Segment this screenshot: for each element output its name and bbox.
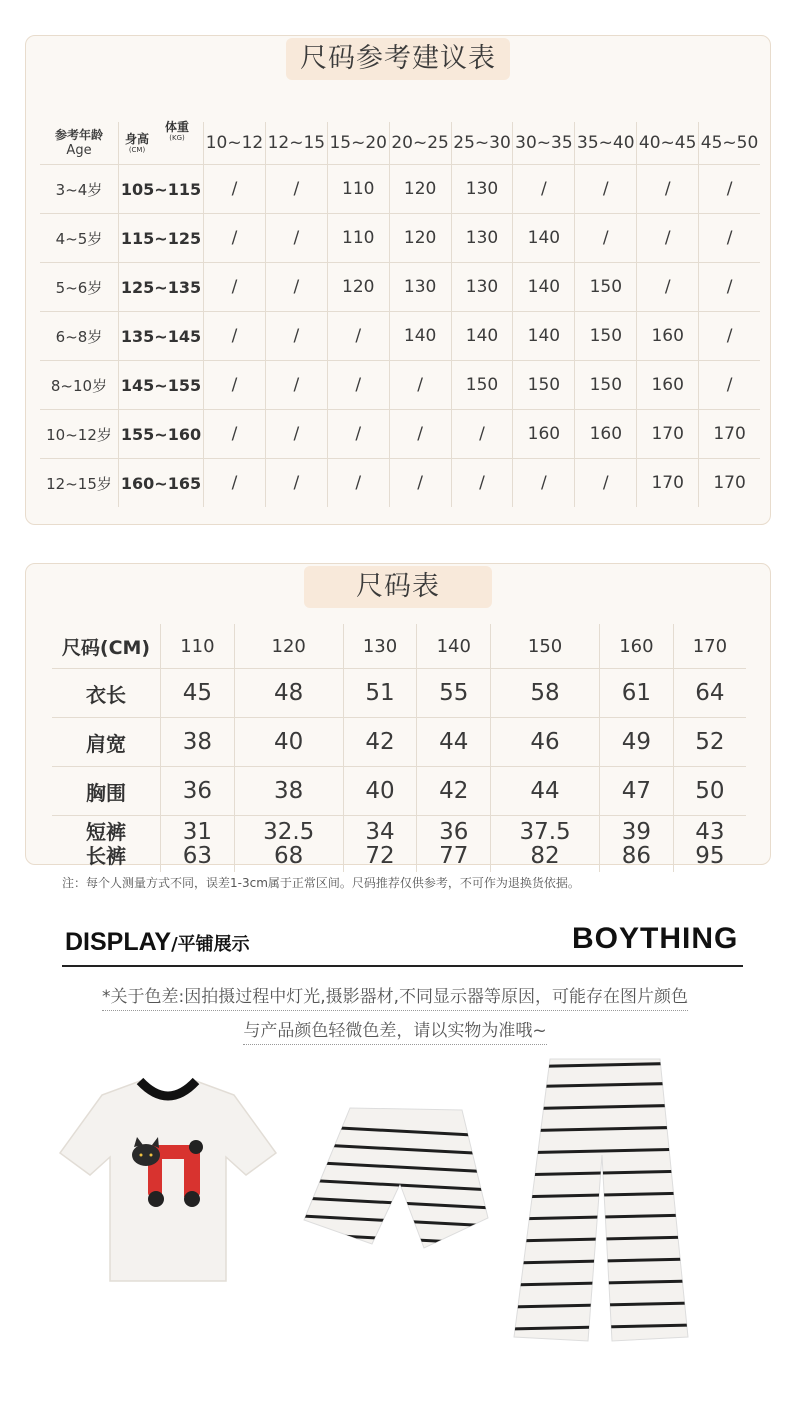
size-cell: 150 xyxy=(575,361,637,410)
size-cell: / xyxy=(204,214,266,263)
size-cell: / xyxy=(575,165,637,214)
weight-range-header: 45~50 xyxy=(699,122,760,165)
weight-range-header: 15~20 xyxy=(327,122,389,165)
size-cell: / xyxy=(265,410,327,459)
size-cell: / xyxy=(513,459,575,508)
size-cell: / xyxy=(699,361,760,410)
color-disclaimer-line1: *关于色差:因拍摄过程中灯光,摄影器材,不同显示器等原因，可能存在图片颜色 xyxy=(0,982,790,1007)
pants-cell xyxy=(673,816,746,873)
table-row xyxy=(52,669,746,718)
size-header: 140 xyxy=(417,624,491,669)
size-cell: 140 xyxy=(513,214,575,263)
measure-cell: 40 xyxy=(343,767,417,816)
size-cell: / xyxy=(389,410,451,459)
long-pants-value: 82 xyxy=(530,843,560,869)
size-cell: / xyxy=(204,459,266,508)
size-cell: / xyxy=(699,165,760,214)
size-cell: / xyxy=(699,214,760,263)
size-cell: 150 xyxy=(451,361,513,410)
measure-cell: 52 xyxy=(673,718,746,767)
age-header-en: Age xyxy=(66,143,92,158)
age-header xyxy=(40,122,119,165)
measure-label: 肩宽 xyxy=(52,718,161,767)
size-reference-header xyxy=(40,122,760,165)
age-cell: 4~5岁 xyxy=(40,214,119,263)
table-row xyxy=(40,459,760,508)
size-cell: / xyxy=(265,263,327,312)
height-cell: 105~115 xyxy=(119,165,204,214)
measure-cell: 61 xyxy=(600,669,674,718)
size-cell: / xyxy=(575,459,637,508)
weight-range-header: 20~25 xyxy=(389,122,451,165)
measure-cell: 38 xyxy=(234,767,343,816)
size-cell: / xyxy=(204,165,266,214)
age-cell: 12~15岁 xyxy=(40,459,119,508)
pants-cell xyxy=(417,816,491,873)
size-cell: 140 xyxy=(513,312,575,361)
size-header-label: 尺码(CM) xyxy=(52,624,161,669)
measure-cell: 38 xyxy=(161,718,235,767)
measure-label: 胸围 xyxy=(52,767,161,816)
size-cell: / xyxy=(204,312,266,361)
size-cell: / xyxy=(265,312,327,361)
size-cell: 120 xyxy=(327,263,389,312)
display-title: DISPLAY xyxy=(65,928,172,956)
height-cell: 145~155 xyxy=(119,361,204,410)
measure-cell: 46 xyxy=(491,718,600,767)
weight-range-header: 40~45 xyxy=(637,122,699,165)
size-cell: 130 xyxy=(389,263,451,312)
age-cell: 6~8岁 xyxy=(40,312,119,361)
size-cell: 120 xyxy=(389,214,451,263)
size-reference-table xyxy=(40,122,760,507)
color-disclaimer-line2: 与产品颜色轻微色差，请以实物为准哦~ xyxy=(0,1016,790,1041)
brand-logo: BOYTHING xyxy=(572,922,739,955)
size-cell: 110 xyxy=(327,214,389,263)
size-cell: 170 xyxy=(637,459,699,508)
size-cell: 170 xyxy=(637,410,699,459)
size-cell: / xyxy=(327,361,389,410)
long-pants-value: 63 xyxy=(182,843,212,869)
size-cell: / xyxy=(327,459,389,508)
size-header: 110 xyxy=(161,624,235,669)
weight-range-header: 10~12 xyxy=(204,122,266,165)
weight-range-header: 25~30 xyxy=(451,122,513,165)
size-cell: / xyxy=(265,165,327,214)
shorts-value: 32.5 xyxy=(263,819,315,845)
table-row xyxy=(52,718,746,767)
size-header: 130 xyxy=(343,624,417,669)
measure-cell: 55 xyxy=(417,669,491,718)
display-heading xyxy=(65,928,250,957)
height-cell: 155~160 xyxy=(119,410,204,459)
measure-cell: 45 xyxy=(161,669,235,718)
shorts-value: 39 xyxy=(621,819,652,845)
measure-cell: 49 xyxy=(600,718,674,767)
size-header: 120 xyxy=(234,624,343,669)
size-cell: 130 xyxy=(451,263,513,312)
size-reference-title: 尺码参考建议表 xyxy=(286,38,510,80)
size-cell: / xyxy=(265,361,327,410)
size-cell: 140 xyxy=(513,263,575,312)
weight-range-header: 12~15 xyxy=(265,122,327,165)
size-cell: 170 xyxy=(699,410,760,459)
size-cell: / xyxy=(575,214,637,263)
age-cell: 5~6岁 xyxy=(40,263,119,312)
size-cell: 110 xyxy=(327,165,389,214)
size-cell: / xyxy=(265,459,327,508)
long-pants-value: 68 xyxy=(274,843,304,869)
long-pants-value: 77 xyxy=(439,843,469,869)
shorts-value: 31 xyxy=(182,819,212,845)
size-cell: 130 xyxy=(451,214,513,263)
measure-cell: 42 xyxy=(417,767,491,816)
pants-cell xyxy=(491,816,600,873)
shorts-value: 37.5 xyxy=(519,819,571,845)
size-header: 160 xyxy=(600,624,674,669)
size-header: 170 xyxy=(673,624,746,669)
size-cell: / xyxy=(389,361,451,410)
age-cell: 10~12岁 xyxy=(40,410,119,459)
age-header-cn: 参考年龄 xyxy=(54,128,103,142)
height-unit: (CM) xyxy=(128,146,146,154)
size-cell: / xyxy=(513,165,575,214)
pants-label xyxy=(52,816,161,873)
size-cell: 160 xyxy=(637,361,699,410)
size-cell: / xyxy=(327,312,389,361)
size-cell: / xyxy=(451,459,513,508)
weight-range-header: 35~40 xyxy=(575,122,637,165)
size-cell: 170 xyxy=(713,473,746,493)
height-cell: 115~125 xyxy=(119,214,204,263)
size-cell: / xyxy=(637,214,699,263)
size-note: 注：每个人测量方式不同，误差1-3cm属于正常区间。尺码推荐仅供参考，不可作为退换货依据。 xyxy=(62,876,580,890)
long-pants-value: 95 xyxy=(695,843,725,869)
table-row xyxy=(40,312,760,361)
measure-cell: 58 xyxy=(491,669,600,718)
pants-cell xyxy=(343,816,417,873)
size-cell: / xyxy=(699,263,760,312)
measure-cell: 40 xyxy=(234,718,343,767)
measure-cell: 42 xyxy=(343,718,417,767)
size-cell: / xyxy=(327,410,389,459)
pants-cell xyxy=(600,816,674,873)
size-cell: / xyxy=(204,263,266,312)
height-cell: 160~165 xyxy=(119,459,204,508)
size-cell: 150 xyxy=(513,361,575,410)
size-cell: 130 xyxy=(451,165,513,214)
long-pants-value: 86 xyxy=(621,843,652,869)
age-cell: 8~10岁 xyxy=(40,361,119,410)
weight-unit: (KG) xyxy=(169,134,185,142)
pants-cell xyxy=(234,816,343,873)
size-chart-header xyxy=(52,624,746,669)
table-row xyxy=(40,165,760,214)
measure-cell: 36 xyxy=(161,767,235,816)
table-row xyxy=(40,410,760,459)
weight-header: 体重 xyxy=(165,120,190,134)
size-chart-title: 尺码表 xyxy=(304,566,492,608)
size-header: 150 xyxy=(491,624,600,669)
size-cell: / xyxy=(699,312,760,361)
size-chart-panel xyxy=(25,563,771,869)
long-pants-label: 长裤 xyxy=(86,844,126,868)
height-cell: 135~145 xyxy=(119,312,204,361)
measure-cell: 50 xyxy=(673,767,746,816)
size-cell: 150 xyxy=(575,263,637,312)
long-pants-image xyxy=(510,1055,695,1345)
size-cell: 160 xyxy=(575,410,637,459)
size-cell: 120 xyxy=(389,165,451,214)
size-cell: 140 xyxy=(389,312,451,361)
measure-cell: 44 xyxy=(417,718,491,767)
shorts-value: 36 xyxy=(439,819,469,845)
pants-row xyxy=(52,816,746,873)
age-cell: 3~4岁 xyxy=(40,165,119,214)
size-cell: 160 xyxy=(513,410,575,459)
size-cell: / xyxy=(389,459,451,508)
size-cell: / xyxy=(265,214,327,263)
long-pants-value: 72 xyxy=(365,843,395,869)
size-cell: / xyxy=(637,263,699,312)
size-cell: 140 xyxy=(451,312,513,361)
display-subtitle: /平铺展示 xyxy=(171,934,250,955)
table-row xyxy=(40,263,760,312)
table-row xyxy=(52,767,746,816)
size-cell: / xyxy=(451,410,513,459)
size-cell: 150 xyxy=(575,312,637,361)
weight-range-header: 30~35 xyxy=(513,122,575,165)
size-cell: / xyxy=(204,410,266,459)
shorts-image xyxy=(302,1106,492,1256)
height-weight-header xyxy=(119,122,204,165)
size-cell: 160 xyxy=(637,312,699,361)
pants-cell xyxy=(161,816,235,873)
size-cell: / xyxy=(204,361,266,410)
measure-cell: 47 xyxy=(600,767,674,816)
shorts-value: 34 xyxy=(365,819,395,845)
size-reference-panel xyxy=(25,35,771,525)
shorts-value: 43 xyxy=(695,819,725,845)
measure-label: 衣长 xyxy=(52,669,161,718)
measure-cell: 64 xyxy=(673,669,746,718)
tshirt-image xyxy=(58,1075,278,1285)
measure-cell: 51 xyxy=(343,669,417,718)
size-cell: / xyxy=(637,165,699,214)
divider xyxy=(62,965,743,967)
measure-cell: 48 xyxy=(234,669,343,718)
shorts-label: 短裤 xyxy=(86,820,126,844)
table-row xyxy=(40,361,760,410)
size-chart-table xyxy=(52,624,746,872)
height-cell: 125~135 xyxy=(119,263,204,312)
table-row xyxy=(40,214,760,263)
height-header: 身高 xyxy=(125,132,150,146)
measure-cell: 44 xyxy=(491,767,600,816)
